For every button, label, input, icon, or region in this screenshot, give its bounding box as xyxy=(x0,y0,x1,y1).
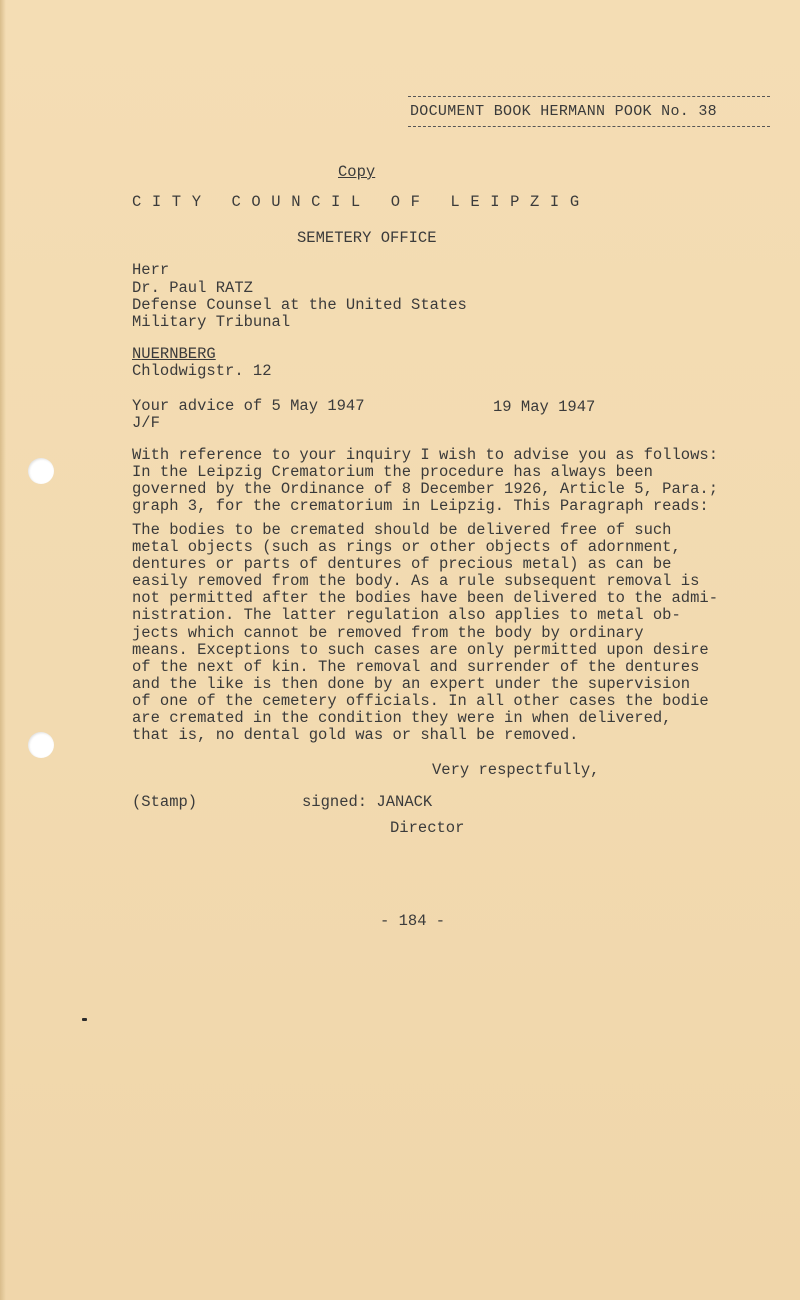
quote-line: easily removed from the body. As a rule subsequent removal is xyxy=(132,572,700,591)
signer-title: Director xyxy=(390,819,465,837)
punch-hole-bottom xyxy=(28,732,54,758)
quote-line: are cremated in the condition they were in when delivered, xyxy=(132,709,672,728)
stamp-note: (Stamp) xyxy=(132,793,198,811)
intro-line: graph 3, for the crematorium in Leipzig. This Paragraph reads: xyxy=(132,497,709,516)
page-edge-shadow xyxy=(0,0,6,1300)
reference-rule-bottom xyxy=(408,126,770,127)
quote-line: of the next of kin. The removal and surrender of the dentures xyxy=(132,657,700,676)
addressee-salutation: Herr xyxy=(132,261,170,279)
ink-speck xyxy=(82,1018,87,1021)
quote-line: nistration. The latter regulation also applies to metal ob- xyxy=(132,606,681,625)
closing-salutation: Very respectfully, xyxy=(432,761,600,779)
quote-line: jects which cannot be removed from the body by ordinary xyxy=(132,623,644,642)
quote-line: of one of the cemetery officials. In all other cases the bodie xyxy=(132,691,709,710)
quoted-regulation xyxy=(132,522,772,744)
page-number: - 184 - xyxy=(380,912,446,930)
office-heading: SEMETERY OFFICE xyxy=(297,229,437,247)
addressee-street: Chlodwigstr. 12 xyxy=(132,362,272,380)
letter-date: 19 May 1947 xyxy=(493,398,596,416)
punch-hole-top xyxy=(28,458,54,484)
quote-line: and the like is then done by an expert under the supervision xyxy=(132,674,691,693)
quote-line: metal objects (such as rings or other objects of adornment, xyxy=(132,538,681,557)
document-book-label: DOCUMENT BOOK HERMANN POOK No. 38 xyxy=(410,103,717,120)
intro-paragraph xyxy=(132,447,772,515)
issuer-heading: CITY COUNCIL OF LEIPZIG xyxy=(132,193,590,211)
addressee-city: NUERNBERG xyxy=(132,345,216,363)
quote-line: means. Exceptions to such cases are only permitted upon desire xyxy=(132,640,709,659)
copy-label: Copy xyxy=(338,163,376,181)
quote-line: not permitted after the bodies have been delivered to the admi- xyxy=(132,589,718,608)
intro-line: With reference to your inquiry I wish to advise you as follows: xyxy=(132,446,718,464)
intro-line: governed by the Ordinance of 8 December 1926, Article 5, Para.; xyxy=(132,480,718,499)
addressee-tribunal: Military Tribunal xyxy=(132,313,291,331)
quote-line: dentures or parts of dentures of precious metal) as can be xyxy=(132,555,672,574)
reference-rule-top xyxy=(408,96,770,97)
reference-advice: Your advice of 5 May 1947 xyxy=(132,397,365,415)
addressee-name: Dr. Paul RATZ xyxy=(132,279,253,297)
intro-line: In the Leipzig Crematorium the procedure has always been xyxy=(132,463,653,482)
quote-line: The bodies to be cremated should be delivered free of such xyxy=(132,521,672,539)
addressee-role: Defense Counsel at the United States xyxy=(132,296,467,314)
quote-line: that is, no dental gold was or shall be removed. xyxy=(132,726,579,745)
document-book-reference xyxy=(408,96,770,127)
reference-initials: J/F xyxy=(132,414,160,432)
signature-line: signed: JANACK xyxy=(302,793,433,811)
